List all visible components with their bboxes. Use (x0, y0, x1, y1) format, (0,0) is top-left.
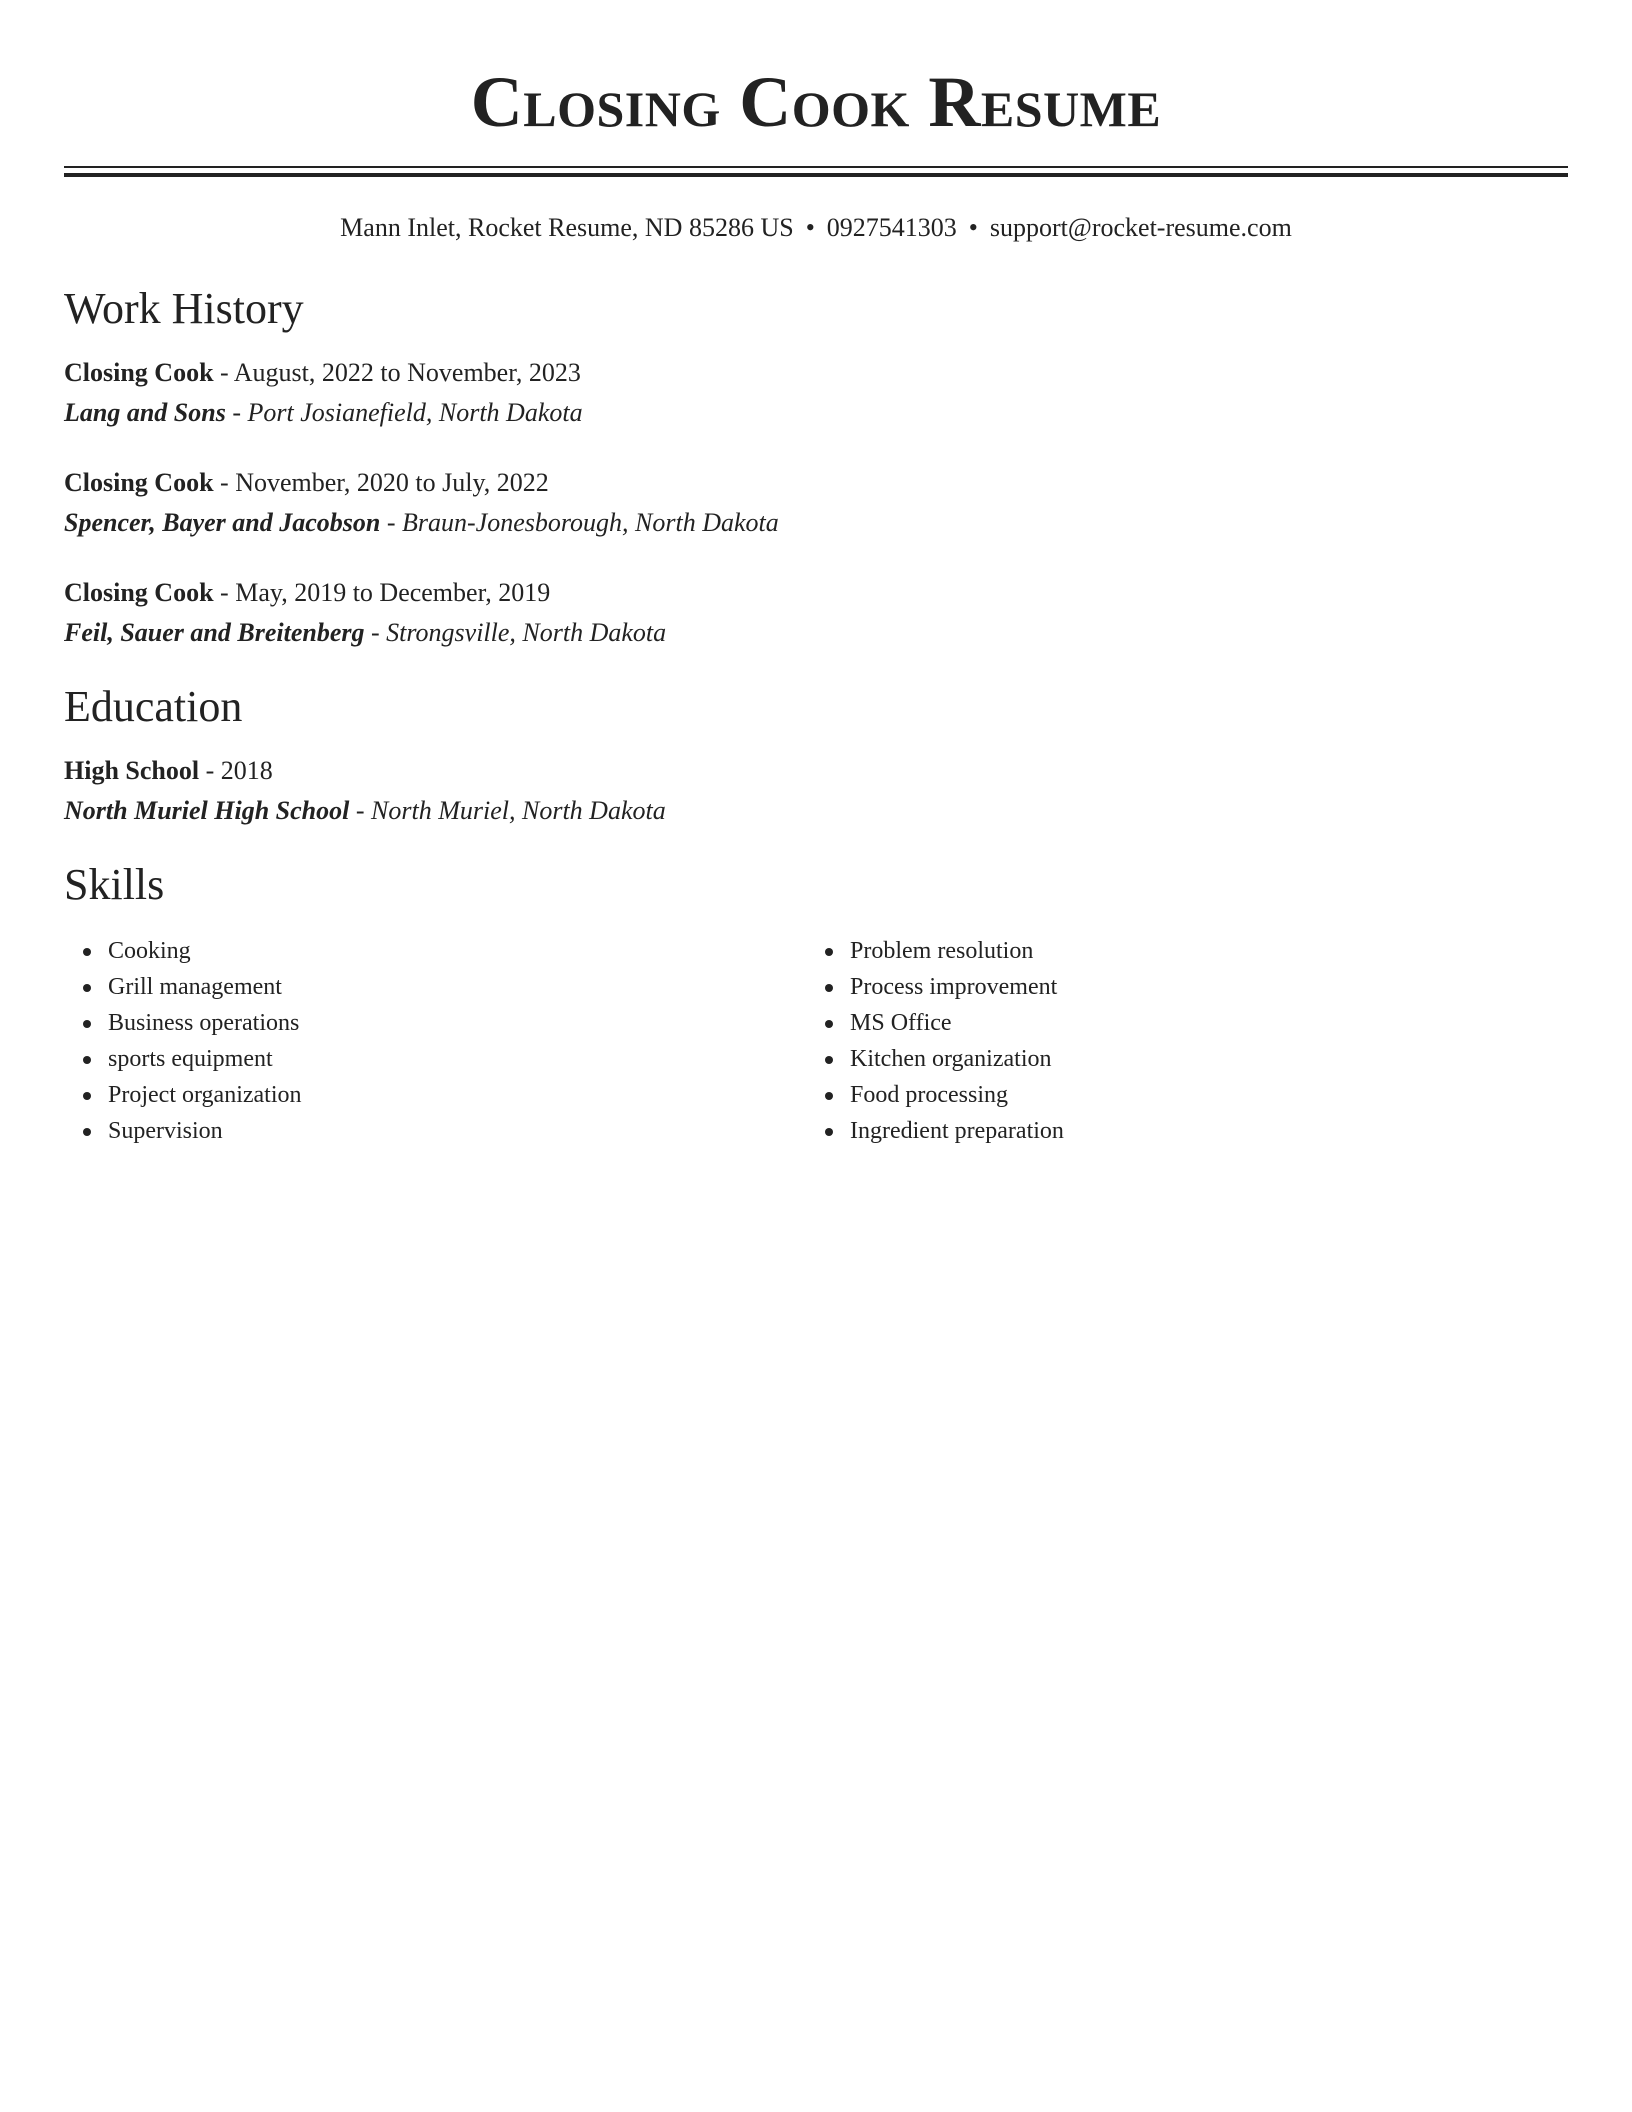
work-location: Strongsville, North Dakota (386, 618, 667, 647)
work-entry-line (64, 463, 1568, 503)
dash: - (213, 358, 234, 387)
skill-item: Grill management (108, 969, 806, 1005)
skill-item: Problem resolution (850, 933, 1548, 969)
education-location: North Muriel, North Dakota (371, 796, 666, 825)
contact-separator: • (968, 213, 978, 242)
resume-title: Closing Cook Resume (470, 62, 1162, 142)
skill-item: sports equipment (108, 1041, 806, 1077)
work-location: Port Josianefield, North Dakota (247, 398, 583, 427)
skills-heading: Skills (64, 860, 165, 909)
education-heading: Education (64, 682, 243, 731)
work-role: Closing Cook (64, 578, 214, 607)
work-company-line (64, 613, 1568, 653)
contact-line (64, 211, 1568, 245)
skill-item: MS Office (850, 1005, 1548, 1041)
skill-item: Kitchen organization (850, 1041, 1548, 1077)
skill-item: Supervision (108, 1113, 806, 1149)
work-role: Closing Cook (64, 358, 214, 387)
work-entry-line (64, 573, 1568, 613)
work-company: Lang and Sons (64, 398, 226, 427)
dash: - (199, 756, 221, 785)
work-dates: May, 2019 to December, 2019 (235, 578, 551, 607)
contact-separator: • (805, 213, 815, 242)
dash: - (380, 508, 403, 537)
work-company-line (64, 393, 1568, 433)
skill-item: Process improvement (850, 969, 1548, 1005)
dash: - (213, 468, 236, 497)
education-school: North Muriel High School (64, 796, 350, 825)
education-school-line (64, 791, 1568, 831)
skill-item: Project organization (108, 1077, 806, 1113)
skill-item: Food processing (850, 1077, 1548, 1113)
education-entry (64, 751, 1568, 831)
skill-item: Business operations (108, 1005, 806, 1041)
contact-phone: 0927541303 (826, 213, 957, 242)
dash: - (225, 398, 248, 427)
title-double-rule (64, 166, 1568, 177)
dash: - (349, 796, 372, 825)
work-role: Closing Cook (64, 468, 214, 497)
work-entry-line (64, 353, 1568, 393)
work-entry (64, 353, 1568, 433)
education-degree-line (64, 751, 1568, 791)
work-entry (64, 573, 1568, 653)
work-company-line (64, 503, 1568, 543)
skills-list-right (806, 933, 1548, 1149)
skill-item: Cooking (108, 933, 806, 969)
skills-list-left (64, 933, 806, 1149)
work-company: Spencer, Bayer and Jacobson (64, 508, 381, 537)
work-entry (64, 463, 1568, 543)
work-dates: November, 2020 to July, 2022 (235, 468, 549, 497)
work-history-heading: Work History (64, 284, 304, 333)
skill-item: Ingredient preparation (850, 1113, 1548, 1149)
education-year: 2018 (220, 756, 273, 785)
dash: - (364, 618, 387, 647)
skills-columns (64, 933, 1568, 1149)
dash: - (213, 578, 236, 607)
contact-address: Mann Inlet, Rocket Resume, ND 85286 US (340, 213, 794, 242)
work-location: Braun-Jonesborough, North Dakota (402, 508, 779, 537)
contact-email[interactable]: support@rocket-resume.com (989, 213, 1292, 242)
work-dates: August, 2022 to November, 2023 (233, 358, 581, 387)
education-degree: High School (64, 756, 200, 785)
work-company: Feil, Sauer and Breitenberg (64, 618, 365, 647)
